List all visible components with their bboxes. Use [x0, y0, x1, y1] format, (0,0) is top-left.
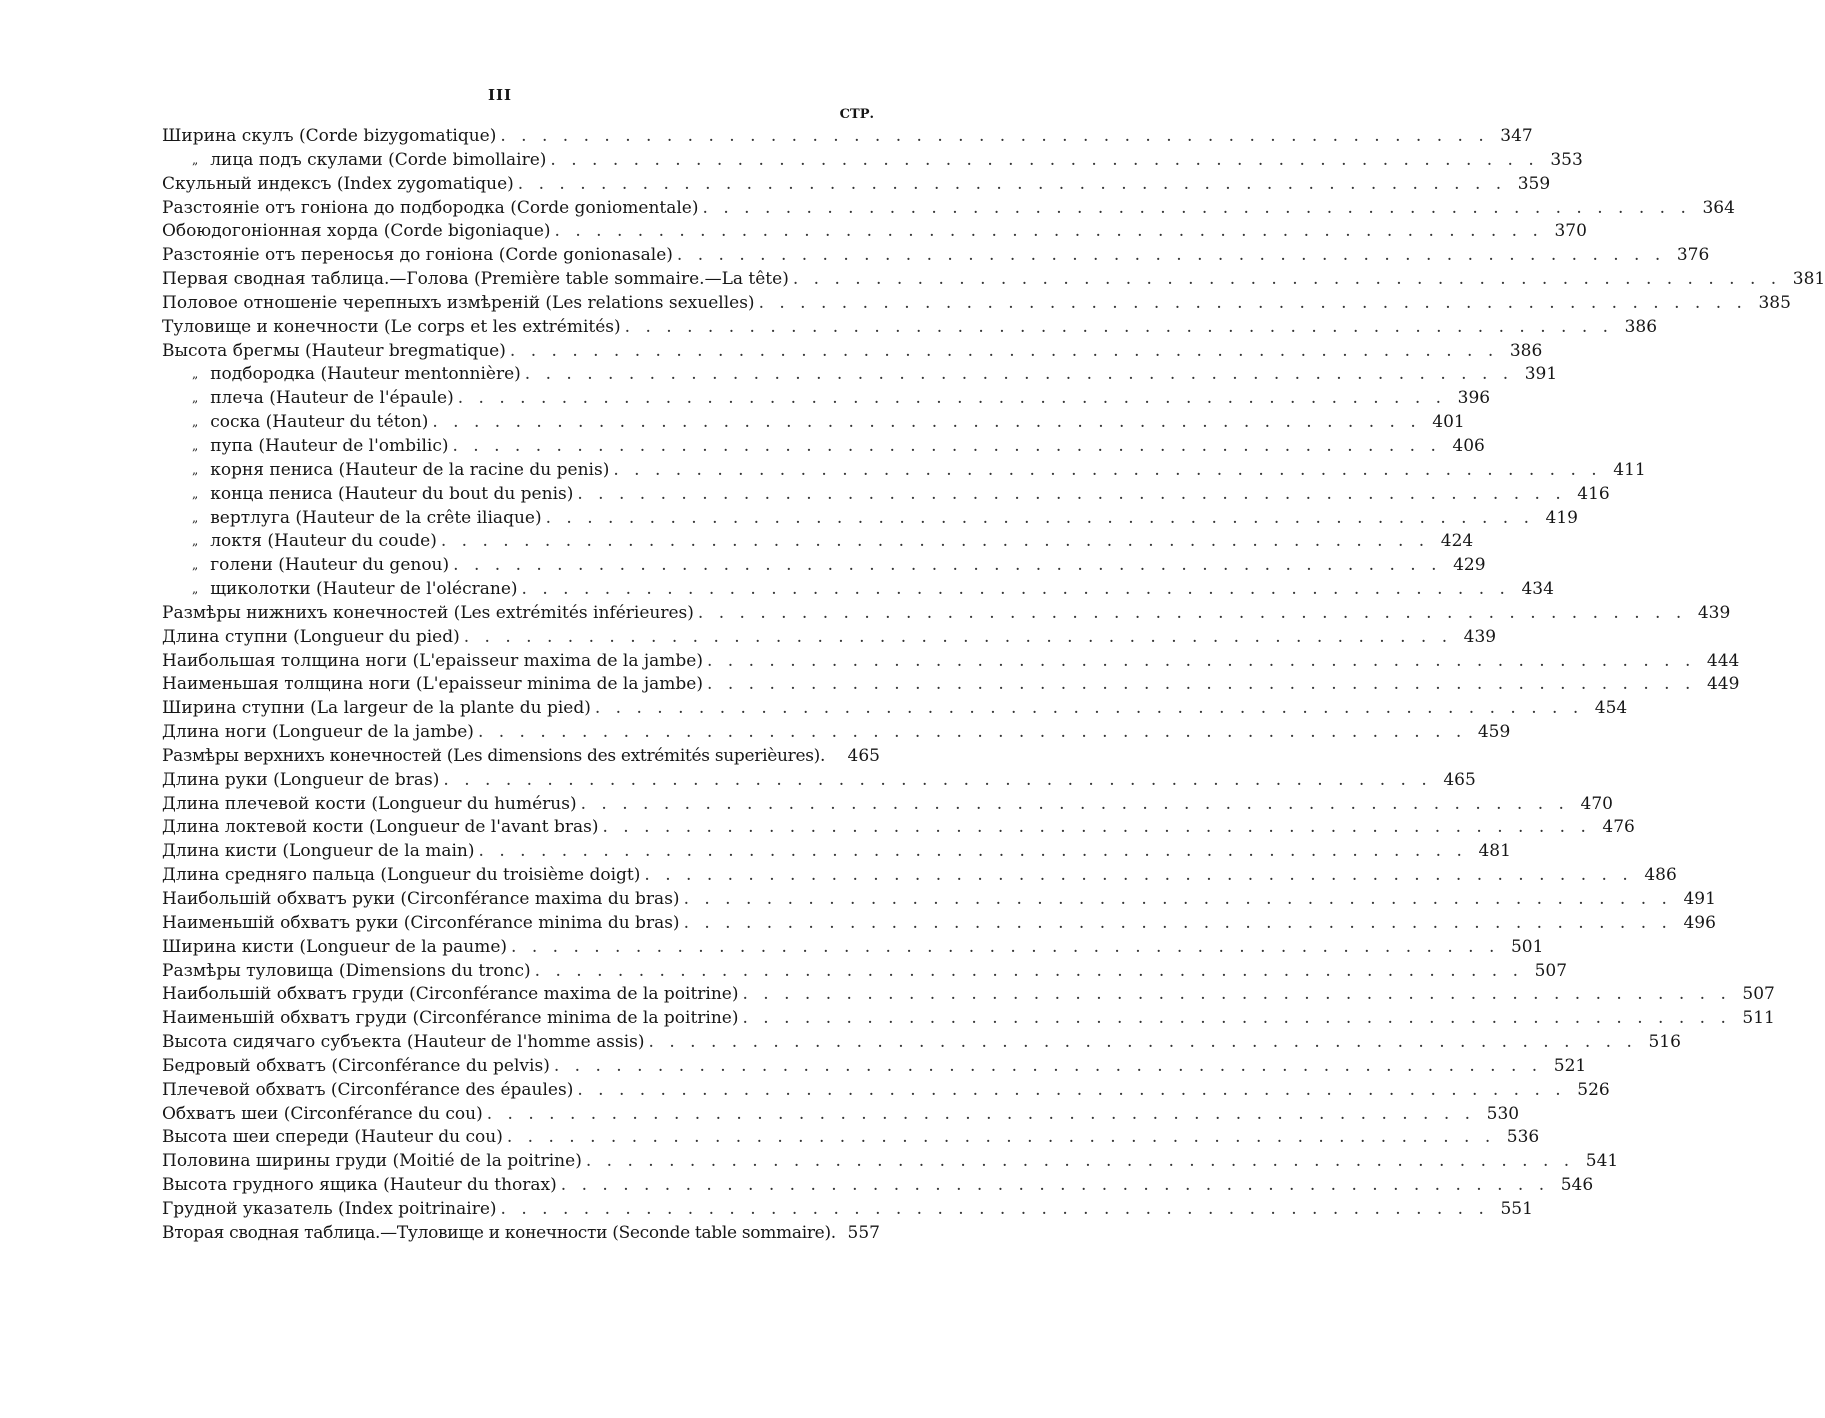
page-number: III — [487, 86, 513, 104]
toc-entry-page: 465 — [847, 745, 880, 766]
toc-entry-page: 470 — [1580, 793, 1613, 814]
toc-entry — [162, 983, 1775, 1007]
toc-entry-title: Длина кисти (Longueur de la main) — [162, 841, 475, 862]
toc-entry-page: 401 — [1432, 412, 1465, 433]
toc-entry-page: 411 — [1613, 459, 1646, 480]
toc-entry-page: 439 — [1463, 626, 1497, 647]
toc-entry-title: соска (Hauteur du téton) — [210, 412, 429, 433]
leader-dots — [514, 173, 1510, 197]
toc-entry — [162, 1103, 1520, 1127]
toc-entry-page: 521 — [1553, 1055, 1587, 1076]
toc-entry-page: 551 — [1500, 1198, 1533, 1219]
toc-entry-title: Длина руки (Longueur de bras) — [162, 769, 440, 790]
toc-entry-page: 364 — [1702, 197, 1735, 218]
leader-dots — [557, 1174, 1553, 1198]
toc-entry — [162, 554, 1486, 578]
toc-entry — [162, 697, 1628, 721]
toc-entry-page: 386 — [1624, 316, 1658, 337]
toc-entry-page: 526 — [1577, 1079, 1610, 1100]
leader-dots — [531, 960, 1527, 984]
toc-entry-title: Разстояніе отъ переносья до гоніона (Corde gonionasale) — [162, 245, 673, 266]
toc-entry-title: Обхватъ шеи (Circonférance du cou) — [162, 1103, 483, 1124]
table-of-contents — [162, 125, 1825, 1246]
toc-entry — [162, 220, 1587, 244]
toc-entry-page: 507 — [1534, 960, 1568, 981]
toc-entry — [162, 936, 1544, 960]
leader-dots — [550, 1055, 1546, 1079]
toc-entry-title: Размѣры нижнихъ конечностей (Les extrémités inférieures) — [162, 602, 694, 623]
leader-dots — [738, 983, 1734, 1007]
toc-entry-page: 465 — [1443, 769, 1476, 790]
leader-dots — [437, 530, 1433, 554]
toc-entry-title: Длина локтевой кости (Longueur de l'avant bras) — [162, 817, 599, 838]
toc-entry-page: 385 — [1758, 292, 1791, 313]
leader-dots — [703, 650, 1699, 674]
toc-entry-title: лица подъ скулами (Corde bimollaire) — [210, 149, 547, 170]
leader-dots — [609, 459, 1605, 483]
leader-dots — [703, 673, 1699, 697]
leader-dots — [496, 125, 1492, 149]
toc-entry — [162, 1222, 880, 1246]
toc-entry-title: Ширина кисти (Longueur de la paume) — [162, 936, 508, 957]
leader-dots — [506, 340, 1502, 364]
toc-entry-title: Высота грудного ящика (Hauteur du thorax) — [162, 1175, 557, 1196]
toc-entry — [162, 602, 1731, 626]
toc-entry — [162, 1031, 1681, 1055]
toc-entry-title: Половина ширины груди (Moitié de la poitrine) — [162, 1151, 582, 1172]
toc-entry-title: Первая сводная таблица.—Голова (Première table sommaire.—La tête) — [162, 269, 789, 290]
toc-entry-page: 454 — [1594, 698, 1628, 719]
toc-entry — [162, 387, 1491, 411]
toc-entry — [162, 816, 1635, 840]
toc-entry — [162, 316, 1658, 340]
leader-dots — [449, 554, 1445, 578]
toc-entry — [162, 292, 1791, 316]
leader-dots — [483, 1103, 1479, 1127]
toc-entry — [162, 507, 1578, 531]
leader-dots — [591, 697, 1587, 721]
toc-entry-title: Высота шеи спереди (Hauteur du cou) — [162, 1127, 503, 1148]
leader-dots — [551, 220, 1547, 244]
toc-entry-title: Вторая сводная таблица.—Туловище и конечности (Seconde table sommaire). — [162, 1222, 836, 1243]
toc-entry — [162, 578, 1554, 602]
toc-entry — [162, 411, 1465, 435]
leader-dots — [521, 363, 1517, 387]
ditto-marker: „ — [192, 462, 199, 477]
toc-entry-page: 557 — [847, 1222, 880, 1243]
toc-entry-page: 476 — [1602, 817, 1635, 838]
toc-entry — [162, 244, 1710, 268]
toc-entry-page: 541 — [1585, 1151, 1619, 1172]
toc-entry — [162, 363, 1558, 387]
toc-entry-title: Длина ступни (Longueur du pied) — [162, 626, 460, 647]
toc-entry-title: плеча (Hauteur de l'épaule) — [210, 388, 454, 409]
ditto-marker: „ — [192, 510, 199, 525]
toc-entry-page: 370 — [1554, 221, 1587, 242]
toc-entry-page: 449 — [1706, 674, 1740, 695]
toc-entry-title: Грудной указатель (Index poitrinaire) — [162, 1198, 497, 1219]
leader-dots — [428, 411, 1424, 435]
leader-dots — [507, 936, 1503, 960]
ditto-marker: „ — [192, 415, 199, 430]
toc-entry-page: 347 — [1500, 126, 1533, 146]
toc-entry-page: 536 — [1506, 1127, 1540, 1148]
leader-dots — [474, 721, 1470, 745]
toc-entry — [162, 268, 1825, 292]
toc-entry — [162, 173, 1551, 197]
leader-dots — [739, 1007, 1735, 1031]
leader-dots — [680, 888, 1676, 912]
leader-dots — [542, 507, 1538, 531]
toc-entry — [162, 149, 1583, 173]
toc-entry-title: Длина ноги (Longueur de la jambe) — [162, 722, 474, 743]
toc-entry-title: Размѣры туловища (Dimensions du tronc) — [162, 960, 531, 981]
toc-entry-title: Длина средняго пальца (Longueur du troisième doigt) — [162, 865, 641, 886]
toc-entry-title: пупа (Hauteur de l'ombilic) — [210, 435, 449, 456]
toc-entry-title: корня пениса (Hauteur de la racine du penis) — [210, 459, 610, 480]
toc-entry-title: вертлуга (Hauteur de la crête iliaque) — [210, 507, 542, 528]
toc-entry-title: Высота брегмы (Hauteur bregmatique) — [162, 340, 506, 361]
leader-dots — [694, 602, 1690, 626]
toc-entry-title: Длина плечевой кости (Longueur du humérus) — [162, 793, 577, 814]
toc-entry — [162, 1126, 1540, 1150]
toc-entry-page: 439 — [1697, 602, 1731, 623]
toc-entry — [162, 960, 1568, 984]
toc-entry — [162, 912, 1716, 936]
toc-entry-page: 491 — [1683, 889, 1716, 909]
ditto-marker: „ — [192, 582, 199, 597]
toc-entry — [162, 459, 1646, 483]
toc-entry-title: Размѣры верхнихъ конечностей (Les dimensions des extrémités superièures). — [162, 745, 826, 766]
toc-entry-page: 486 — [1644, 865, 1677, 886]
leader-dots — [599, 816, 1595, 840]
toc-entry-title: подбородка (Hauteur mentonnière) — [210, 364, 521, 385]
toc-entry-page: 391 — [1524, 364, 1558, 385]
toc-entry-title: Ширина скулъ (Corde bizygomatique) — [162, 126, 497, 146]
toc-entry — [162, 840, 1511, 864]
toc-entry — [162, 1055, 1587, 1079]
toc-entry — [162, 1198, 1533, 1222]
toc-entry-title: Наибольшая толщина ноги (L'epaisseur maxima de la jambe) — [162, 650, 703, 671]
page-column-header: СТР. — [839, 107, 874, 122]
toc-entry — [162, 125, 1533, 149]
toc-entry-page: 424 — [1440, 531, 1474, 552]
toc-entry — [162, 1150, 1619, 1174]
toc-entry-title: Разстояніе отъ гоніона до подбородка (Corde goniomentale) — [162, 197, 699, 218]
toc-entry — [162, 888, 1716, 912]
leader-dots — [546, 149, 1542, 173]
toc-entry-page: 516 — [1648, 1032, 1681, 1053]
toc-entry-page: 376 — [1676, 245, 1710, 266]
toc-entry-title: Наибольшій обхватъ груди (Circonférance maxima de la poitrine) — [162, 984, 739, 1005]
ditto-marker: „ — [192, 558, 199, 573]
toc-entry-page: 359 — [1517, 173, 1551, 194]
toc-entry — [162, 626, 1497, 650]
leader-dots — [475, 840, 1471, 864]
toc-entry-title: Обоюдогоніонная хорда (Corde bigoniaque) — [162, 221, 551, 242]
toc-entry-page: 429 — [1453, 555, 1486, 576]
leader-dots — [577, 793, 1573, 817]
toc-entry — [162, 793, 1613, 817]
toc-entry — [162, 435, 1485, 459]
leader-dots — [645, 1031, 1641, 1055]
ditto-marker: „ — [192, 367, 199, 382]
toc-entry-title: щиколотки (Hauteur de l'olécrane) — [210, 579, 518, 600]
leader-dots — [673, 244, 1669, 268]
toc-entry-title: Плечевой обхватъ (Circonférance des épaules) — [162, 1079, 574, 1100]
leader-dots — [755, 292, 1751, 316]
toc-entry — [162, 530, 1474, 554]
ditto-marker: „ — [192, 391, 199, 406]
toc-entry-page: 496 — [1683, 912, 1716, 933]
toc-entry — [162, 721, 1511, 745]
toc-entry — [162, 673, 1740, 697]
toc-entry-title: Туловище и конечности (Le corps et les extrémités) — [162, 316, 621, 337]
toc-entry-title: Ширина ступни (La largeur de la plante du pied) — [162, 698, 591, 719]
leader-dots — [789, 268, 1785, 292]
toc-entry — [162, 483, 1610, 507]
leader-dots — [449, 435, 1445, 459]
toc-entry-page: 530 — [1486, 1103, 1520, 1124]
toc-entry-page: 386 — [1509, 340, 1543, 361]
toc-entry-page: 416 — [1577, 483, 1610, 504]
leader-dots — [582, 1150, 1578, 1174]
ditto-marker: „ — [192, 534, 199, 549]
toc-entry-title: Скульный индексъ (Index zygomatique) — [162, 173, 514, 194]
toc-entry-page: 406 — [1452, 435, 1485, 456]
leader-dots — [640, 864, 1636, 888]
toc-entry-page: 381 — [1792, 269, 1825, 290]
leader-dots — [573, 483, 1569, 507]
toc-entry-page: 353 — [1550, 149, 1583, 170]
leader-dots — [621, 316, 1617, 340]
toc-entry-page: 459 — [1477, 722, 1511, 743]
toc-entry-page: 511 — [1742, 1008, 1775, 1029]
leader-dots — [518, 578, 1514, 602]
toc-entry-page: 507 — [1742, 984, 1775, 1005]
ditto-marker: „ — [192, 486, 199, 501]
toc-entry-title: Наименьшая толщина ноги (L'epaisseur minima de la jambe) — [162, 674, 704, 695]
leader-dots — [497, 1198, 1493, 1222]
leader-dots — [680, 912, 1676, 936]
toc-entry-title: голени (Hauteur du genou) — [210, 555, 450, 576]
toc-entry-title: Наименьшій обхватъ руки (Circonférance minima du bras) — [162, 912, 680, 933]
leader-dots — [699, 197, 1695, 221]
toc-entry-title: Половое отношеніе черепныхъ измѣреній (Les relations sexuelles) — [162, 292, 755, 313]
toc-entry-title: конца пениса (Hauteur du bout du penis) — [210, 483, 574, 504]
toc-entry — [162, 769, 1476, 793]
leader-dots — [454, 387, 1450, 411]
ditto-marker: „ — [192, 438, 199, 453]
toc-entry-page: 444 — [1706, 650, 1740, 671]
toc-entry-page: 396 — [1457, 388, 1491, 409]
toc-entry — [162, 197, 1735, 221]
toc-entry-page: 501 — [1510, 936, 1544, 957]
toc-entry-title: Высота сидячаго субъекта (Hauteur de l'homme assis) — [162, 1032, 645, 1053]
toc-entry — [162, 745, 880, 769]
toc-entry — [162, 1007, 1775, 1031]
toc-entry-page: 434 — [1521, 579, 1554, 600]
toc-entry-title: Бедровый обхватъ (Circonférance du pelvis) — [162, 1055, 550, 1076]
toc-entry — [162, 1079, 1610, 1103]
toc-entry — [162, 1174, 1594, 1198]
toc-entry — [162, 340, 1543, 364]
leader-dots — [503, 1126, 1499, 1150]
ditto-marker: „ — [192, 152, 199, 167]
leader-dots — [460, 626, 1456, 650]
leader-dots — [573, 1079, 1569, 1103]
toc-entry — [162, 650, 1740, 674]
toc-entry-page: 419 — [1545, 507, 1578, 528]
toc-entry-title: локтя (Hauteur du coude) — [210, 531, 437, 552]
toc-entry-page: 481 — [1478, 841, 1511, 862]
toc-entry-page: 546 — [1560, 1175, 1594, 1196]
toc-entry-title: Наименьшій обхватъ груди (Circonférance minima de la poitrine) — [162, 1008, 739, 1029]
leader-dots — [439, 769, 1435, 793]
toc-entry-title: Наибольшій обхватъ руки (Circonférance maxima du bras) — [162, 889, 680, 909]
toc-entry — [162, 864, 1677, 888]
